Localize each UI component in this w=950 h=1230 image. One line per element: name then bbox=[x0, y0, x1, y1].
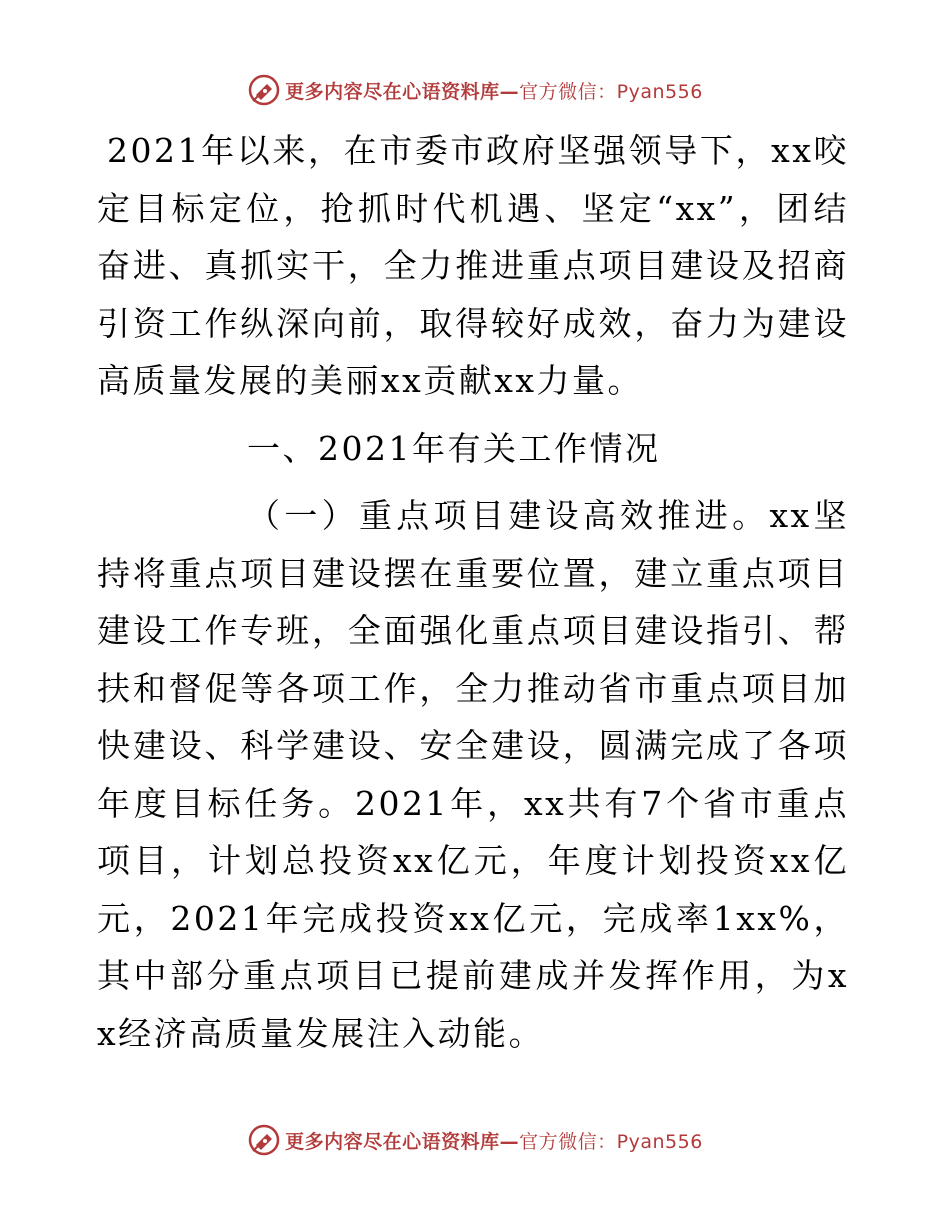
section-heading: 一、2021年有关工作情况 bbox=[247, 428, 661, 468]
section-paragraph: （一）重点项目建设高效推进。xx坚持将重点项目建设摆在重要位置，建立重点项目建设工作专班，全面强化重点项目建设指引、帮扶和督促等各项工作，全力推动省市重点项目加快建设、科学建设、安全建设，圆满完成了各项年度目标任务。2021年，xx共有7个省市重点项目，计划总投资xx亿元，年度计划投资xx亿元，2021年完成投资xx亿元，完成率1xx%，其中部分重点项目已提前建成并发挥作用，为xx经济高质量发展注入动能。 bbox=[97, 496, 849, 1053]
header-watermark bbox=[0, 70, 950, 110]
document-body bbox=[97, 122, 849, 1062]
watermark-contact-text: 官方微信：Pyan556 bbox=[519, 80, 703, 103]
watermark-contact-text: 官方微信：Pyan556 bbox=[519, 1130, 703, 1153]
intro-paragraph: 2021年以来，在市委市政府坚强领导下，xx咬定目标定位，抢抓时代机遇、坚定“xx”，团结奋进、真抓实干，全力推进重点项目建设及招商引资工作纵深向前，取得较好成效，奋力为建设高质量发展的美丽xx贡献xx力量。 bbox=[97, 131, 849, 400]
footer-watermark bbox=[0, 1120, 950, 1160]
watermark-main-text: 更多内容尽在心语资料库— bbox=[285, 80, 520, 103]
pen-nib-logo-icon bbox=[247, 1123, 281, 1157]
pen-nib-logo-icon bbox=[247, 73, 281, 107]
watermark-main-text: 更多内容尽在心语资料库— bbox=[285, 1130, 520, 1153]
